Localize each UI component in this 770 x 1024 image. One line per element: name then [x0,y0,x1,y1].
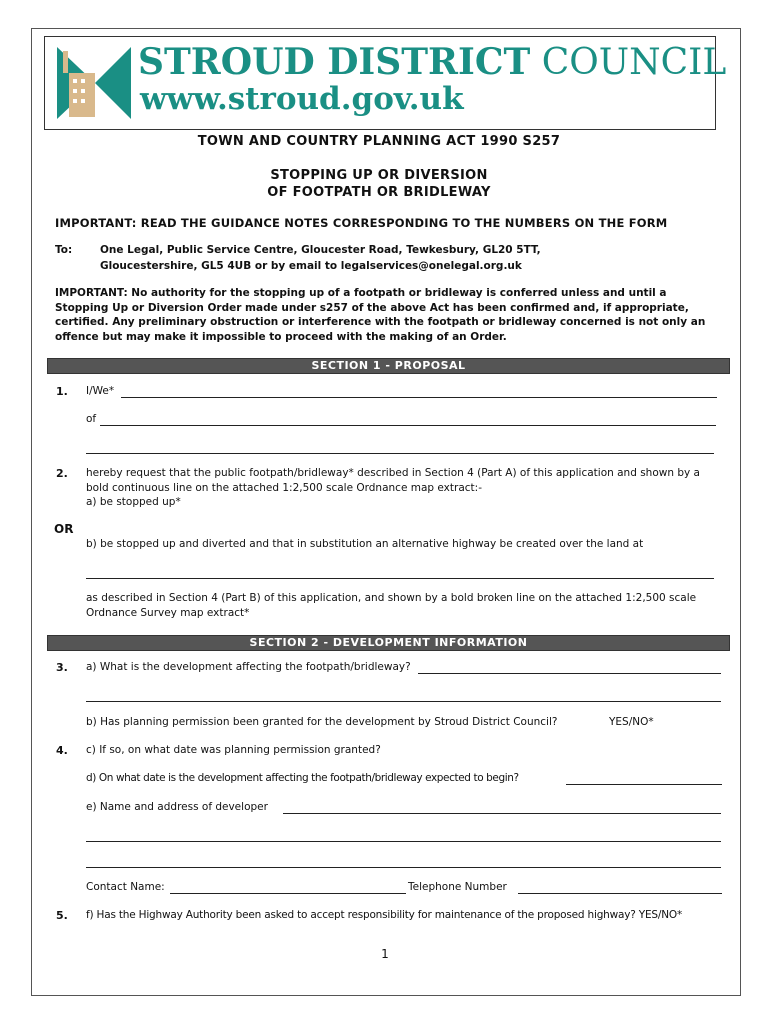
form-title-line2: OF FOOTPATH OR BRIDLEWAY [267,185,491,200]
q4-e-field-3[interactable] [86,867,721,868]
q1-label: I/We* [86,385,115,397]
q3-a-label: a) What is the development affecting the footpath/bridleway? [86,661,411,673]
q2-land-field[interactable] [86,578,714,579]
q2-number: 2. [56,467,68,480]
or-label: OR [54,522,74,536]
council-name: STROUD DISTRICT COUNCIL [138,41,727,83]
council-url: www.stroud.gov.uk [140,81,464,117]
q1-number: 1. [56,385,68,398]
to-address-line2: Gloucestershire, GL5 4UB or by email to legalservices@onelegal.org.uk [100,260,522,272]
q4-c-label: c) If so, on what date was planning permission granted? [86,744,381,756]
q4-d-field[interactable] [566,784,722,785]
q1-of-label: of [86,413,97,425]
section2-heading: SECTION 2 - DEVELOPMENT INFORMATION [47,635,730,651]
q2-b-desc-line2: Ordnance Survey map extract* [86,607,250,619]
q1-name-field[interactable] [121,397,717,398]
q3-b-yesno[interactable]: YES/NO* [609,716,654,728]
q2-line2: bold continuous line on the attached 1:2,500 scale Ordnance map extract:- [86,482,482,494]
q4-number: 4. [56,744,68,757]
q4-e-field[interactable] [283,813,721,814]
q1-address-field[interactable] [100,425,716,426]
q3-number: 3. [56,661,68,674]
contact-name-label: Contact Name: [86,881,165,893]
council-header [44,36,727,130]
important-guidance-heading: IMPORTANT: READ THE GUIDANCE NOTES CORRESPONDING TO THE NUMBERS ON THE FORM [55,216,668,230]
telephone-field[interactable] [518,893,722,894]
page-number: 1 [381,947,389,961]
q2-option-a: a) be stopped up* [86,496,181,508]
q5-f-label: f) Has the Highway Authority been asked to accept responsibility for maintenance of the proposed highway? YES/NO* [86,909,682,921]
important-note-line4: offence but may make it impossible to proceed with the making of an Order. [55,331,507,343]
section1-heading: SECTION 1 - PROPOSAL [47,358,730,374]
q4-e-field-2[interactable] [86,841,721,842]
important-note-line1: IMPORTANT: No authority for the stopping up of a footpath or bridleway is conferred unless and until a [55,287,667,299]
q3-a-field-2[interactable] [86,701,721,702]
council-logo-icon [55,43,133,121]
important-note-line3: certified. Any preliminary obstruction or interference with the footpath or bridleway concerned is not only an [55,316,706,328]
q1-address-field-2[interactable] [86,453,714,454]
to-label: To: [55,244,73,256]
important-note-line2: Stopping Up or Diversion Order made under s257 of the above Act has been confirmed and, if appropriate, [55,302,689,314]
q4-d-label: d) On what date is the development affecting the footpath/bridleway expected to begin? [86,772,519,784]
q2-line1: hereby request that the public footpath/bridleway* described in Section 4 (Part A) of this application and shown by a [86,467,700,479]
q3-a-field[interactable] [418,673,721,674]
q2-b-desc-line1: as described in Section 4 (Part B) of this application, and shown by a bold broken line on the attached 1:2,500 scale [86,592,697,604]
q2-option-b: b) be stopped up and diverted and that in substitution an alternative highway be created over the land at [86,538,644,550]
q4-e-label: e) Name and address of developer [86,801,268,813]
to-address-line1: One Legal, Public Service Centre, Gloucester Road, Tewkesbury, GL20 5TT, [100,244,541,256]
contact-name-field[interactable] [170,893,406,894]
act-title: TOWN AND COUNTRY PLANNING ACT 1990 S257 [197,134,561,149]
telephone-label: Telephone Number [408,881,507,893]
q5-number: 5. [56,909,68,922]
q3-b-label: b) Has planning permission been granted for the development by Stroud District Council? [86,716,558,728]
form-title-line1: STOPPING UP OR DIVERSION [270,168,488,183]
